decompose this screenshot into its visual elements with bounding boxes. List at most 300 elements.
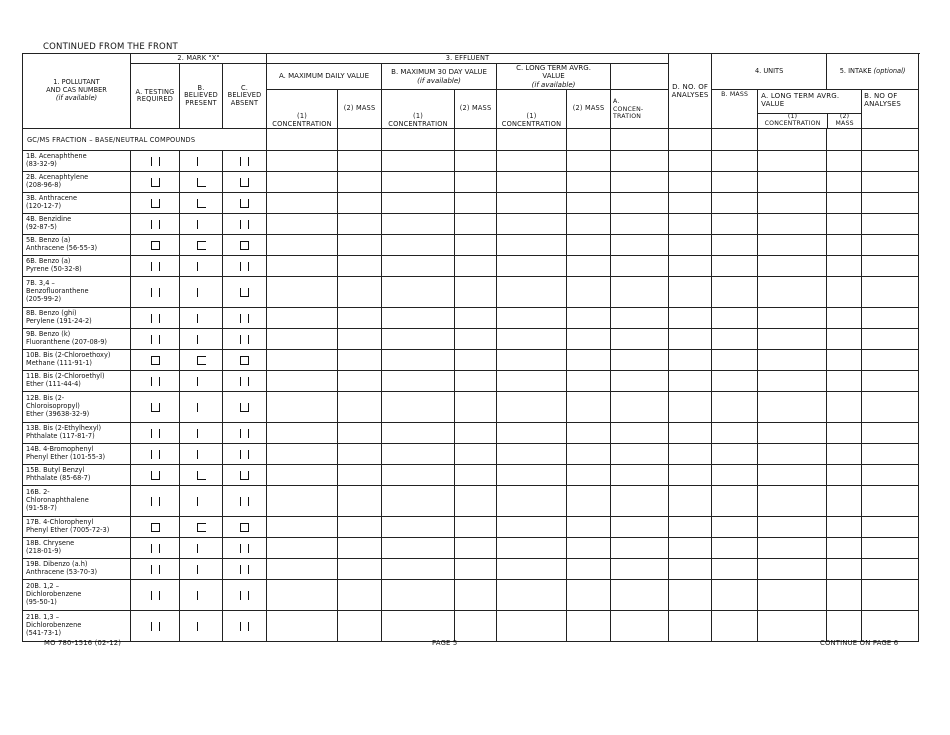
entry-cell[interactable] [758,580,827,611]
entry-cell[interactable] [669,538,712,559]
believed-absent-checkbox[interactable] [239,157,250,166]
entry-cell[interactable] [267,371,338,392]
entry-cell[interactable] [862,277,919,308]
believed-absent-checkbox[interactable] [239,622,250,631]
entry-cell[interactable] [382,371,455,392]
entry-cell[interactable] [758,214,827,235]
believed-present-checkbox[interactable] [196,622,207,631]
believed-present-checkbox[interactable] [196,450,207,459]
entry-cell[interactable] [862,308,919,329]
entry-cell[interactable] [669,256,712,277]
entry-cell[interactable] [669,423,712,444]
entry-cell[interactable] [827,277,862,308]
entry-cell[interactable] [267,214,338,235]
entry-cell[interactable] [758,172,827,193]
entry-cell[interactable] [567,538,611,559]
believed-present-checkbox[interactable] [196,220,207,229]
entry-cell[interactable] [827,423,862,444]
entry-cell[interactable] [267,611,338,642]
entry-cell[interactable] [267,193,338,214]
entry-cell[interactable] [382,611,455,642]
entry-cell[interactable] [497,277,567,308]
believed-present-checkbox[interactable] [196,429,207,438]
entry-cell[interactable] [567,392,611,423]
entry-cell[interactable] [455,329,497,350]
testing-required-checkbox[interactable] [150,544,161,553]
entry-cell[interactable] [827,256,862,277]
entry-cell[interactable] [455,517,497,538]
entry-cell[interactable] [862,329,919,350]
entry-cell[interactable] [382,444,455,465]
entry-cell[interactable] [267,580,338,611]
entry-cell[interactable] [567,256,611,277]
entry-cell[interactable] [455,308,497,329]
testing-required-checkbox[interactable] [150,241,161,250]
entry-cell[interactable] [382,350,455,371]
entry-cell[interactable] [267,277,338,308]
entry-cell[interactable] [567,277,611,308]
entry-cell[interactable] [382,172,455,193]
testing-required-checkbox[interactable] [150,262,161,271]
entry-cell[interactable] [338,517,382,538]
believed-absent-checkbox[interactable] [239,356,250,365]
entry-cell[interactable] [567,151,611,172]
entry-cell[interactable] [611,151,669,172]
entry-cell[interactable] [758,392,827,423]
entry-cell[interactable] [455,392,497,423]
entry-cell[interactable] [382,423,455,444]
entry-cell[interactable] [758,350,827,371]
entry-cell[interactable] [827,308,862,329]
believed-present-checkbox[interactable] [196,157,207,166]
cell[interactable] [827,129,862,151]
entry-cell[interactable] [267,308,338,329]
entry-cell[interactable] [267,559,338,580]
entry-cell[interactable] [758,486,827,517]
entry-cell[interactable] [567,465,611,486]
entry-cell[interactable] [611,486,669,517]
entry-cell[interactable] [827,486,862,517]
entry-cell[interactable] [669,465,712,486]
entry-cell[interactable] [827,350,862,371]
entry-cell[interactable] [712,329,758,350]
entry-cell[interactable] [611,517,669,538]
believed-present-checkbox[interactable] [196,262,207,271]
entry-cell[interactable] [455,256,497,277]
entry-cell[interactable] [862,517,919,538]
testing-required-checkbox[interactable] [150,314,161,323]
entry-cell[interactable] [567,308,611,329]
cell[interactable] [267,129,338,151]
entry-cell[interactable] [712,172,758,193]
entry-cell[interactable] [567,444,611,465]
entry-cell[interactable] [758,308,827,329]
entry-cell[interactable] [338,151,382,172]
entry-cell[interactable] [382,308,455,329]
cell[interactable] [497,129,567,151]
entry-cell[interactable] [455,350,497,371]
cell[interactable] [862,129,919,151]
entry-cell[interactable] [862,538,919,559]
testing-required-checkbox[interactable] [150,220,161,229]
entry-cell[interactable] [669,580,712,611]
entry-cell[interactable] [712,423,758,444]
entry-cell[interactable] [862,611,919,642]
entry-cell[interactable] [669,329,712,350]
entry-cell[interactable] [267,423,338,444]
believed-present-checkbox[interactable] [196,591,207,600]
entry-cell[interactable] [758,559,827,580]
entry-cell[interactable] [758,371,827,392]
entry-cell[interactable] [669,308,712,329]
entry-cell[interactable] [497,172,567,193]
entry-cell[interactable] [669,350,712,371]
believed-absent-checkbox[interactable] [239,178,250,187]
entry-cell[interactable] [497,444,567,465]
entry-cell[interactable] [669,277,712,308]
entry-cell[interactable] [827,444,862,465]
entry-cell[interactable] [758,538,827,559]
entry-cell[interactable] [382,235,455,256]
entry-cell[interactable] [611,256,669,277]
believed-present-checkbox[interactable] [196,356,207,365]
entry-cell[interactable] [611,277,669,308]
entry-cell[interactable] [712,392,758,423]
entry-cell[interactable] [712,538,758,559]
believed-present-checkbox[interactable] [196,377,207,386]
testing-required-checkbox[interactable] [150,429,161,438]
believed-absent-checkbox[interactable] [239,544,250,553]
entry-cell[interactable] [455,486,497,517]
entry-cell[interactable] [497,538,567,559]
testing-required-checkbox[interactable] [150,403,161,412]
entry-cell[interactable] [497,350,567,371]
entry-cell[interactable] [455,444,497,465]
entry-cell[interactable] [455,235,497,256]
believed-absent-checkbox[interactable] [239,335,250,344]
entry-cell[interactable] [455,423,497,444]
believed-absent-checkbox[interactable] [239,262,250,271]
entry-cell[interactable] [862,350,919,371]
entry-cell[interactable] [712,517,758,538]
entry-cell[interactable] [862,193,919,214]
testing-required-checkbox[interactable] [150,377,161,386]
entry-cell[interactable] [338,371,382,392]
believed-present-checkbox[interactable] [196,241,207,250]
entry-cell[interactable] [567,423,611,444]
believed-absent-checkbox[interactable] [239,314,250,323]
entry-cell[interactable] [567,559,611,580]
entry-cell[interactable] [669,517,712,538]
entry-cell[interactable] [382,559,455,580]
entry-cell[interactable] [497,423,567,444]
entry-cell[interactable] [712,193,758,214]
testing-required-checkbox[interactable] [150,178,161,187]
entry-cell[interactable] [455,538,497,559]
entry-cell[interactable] [267,172,338,193]
entry-cell[interactable] [758,423,827,444]
entry-cell[interactable] [497,371,567,392]
entry-cell[interactable] [267,486,338,517]
entry-cell[interactable] [382,392,455,423]
entry-cell[interactable] [669,151,712,172]
cell[interactable] [758,129,827,151]
entry-cell[interactable] [382,538,455,559]
entry-cell[interactable] [267,256,338,277]
believed-present-checkbox[interactable] [196,314,207,323]
entry-cell[interactable] [567,486,611,517]
entry-cell[interactable] [455,172,497,193]
entry-cell[interactable] [338,214,382,235]
entry-cell[interactable] [497,580,567,611]
entry-cell[interactable] [338,392,382,423]
entry-cell[interactable] [862,444,919,465]
entry-cell[interactable] [827,517,862,538]
entry-cell[interactable] [497,151,567,172]
entry-cell[interactable] [862,214,919,235]
entry-cell[interactable] [712,151,758,172]
entry-cell[interactable] [669,235,712,256]
entry-cell[interactable] [669,392,712,423]
entry-cell[interactable] [827,580,862,611]
entry-cell[interactable] [827,235,862,256]
entry-cell[interactable] [827,392,862,423]
believed-present-checkbox[interactable] [196,565,207,574]
entry-cell[interactable] [862,392,919,423]
testing-required-checkbox[interactable] [150,335,161,344]
believed-absent-checkbox[interactable] [239,497,250,506]
entry-cell[interactable] [611,193,669,214]
entry-cell[interactable] [758,277,827,308]
entry-cell[interactable] [382,214,455,235]
entry-cell[interactable] [758,329,827,350]
believed-absent-checkbox[interactable] [239,403,250,412]
entry-cell[interactable] [758,193,827,214]
entry-cell[interactable] [758,517,827,538]
entry-cell[interactable] [827,172,862,193]
entry-cell[interactable] [382,329,455,350]
entry-cell[interactable] [567,371,611,392]
believed-absent-checkbox[interactable] [239,565,250,574]
entry-cell[interactable] [862,371,919,392]
entry-cell[interactable] [338,256,382,277]
entry-cell[interactable] [567,517,611,538]
entry-cell[interactable] [497,486,567,517]
entry-cell[interactable] [611,329,669,350]
entry-cell[interactable] [382,256,455,277]
entry-cell[interactable] [338,308,382,329]
entry-cell[interactable] [455,193,497,214]
entry-cell[interactable] [669,559,712,580]
entry-cell[interactable] [338,486,382,517]
entry-cell[interactable] [497,392,567,423]
entry-cell[interactable] [712,256,758,277]
entry-cell[interactable] [758,465,827,486]
testing-required-checkbox[interactable] [150,497,161,506]
entry-cell[interactable] [338,172,382,193]
entry-cell[interactable] [712,371,758,392]
entry-cell[interactable] [862,256,919,277]
cell[interactable] [712,129,758,151]
entry-cell[interactable] [455,214,497,235]
entry-cell[interactable] [267,465,338,486]
entry-cell[interactable] [669,214,712,235]
entry-cell[interactable] [567,214,611,235]
testing-required-checkbox[interactable] [150,356,161,365]
testing-required-checkbox[interactable] [150,199,161,208]
entry-cell[interactable] [827,559,862,580]
entry-cell[interactable] [267,538,338,559]
entry-cell[interactable] [267,350,338,371]
entry-cell[interactable] [497,329,567,350]
entry-cell[interactable] [712,559,758,580]
entry-cell[interactable] [862,423,919,444]
entry-cell[interactable] [669,486,712,517]
entry-cell[interactable] [827,214,862,235]
entry-cell[interactable] [611,538,669,559]
entry-cell[interactable] [758,235,827,256]
entry-cell[interactable] [567,580,611,611]
entry-cell[interactable] [338,444,382,465]
entry-cell[interactable] [455,151,497,172]
testing-required-checkbox[interactable] [150,471,161,480]
entry-cell[interactable] [862,151,919,172]
entry-cell[interactable] [497,193,567,214]
believed-absent-checkbox[interactable] [239,591,250,600]
cell[interactable] [611,129,669,151]
entry-cell[interactable] [267,392,338,423]
believed-absent-checkbox[interactable] [239,288,250,297]
entry-cell[interactable] [338,235,382,256]
entry-cell[interactable] [611,308,669,329]
believed-present-checkbox[interactable] [196,544,207,553]
entry-cell[interactable] [827,371,862,392]
entry-cell[interactable] [862,235,919,256]
entry-cell[interactable] [827,611,862,642]
believed-absent-checkbox[interactable] [239,450,250,459]
entry-cell[interactable] [611,350,669,371]
entry-cell[interactable] [758,444,827,465]
entry-cell[interactable] [712,486,758,517]
entry-cell[interactable] [712,350,758,371]
entry-cell[interactable] [382,193,455,214]
entry-cell[interactable] [611,392,669,423]
believed-present-checkbox[interactable] [196,403,207,412]
entry-cell[interactable] [827,151,862,172]
entry-cell[interactable] [338,559,382,580]
entry-cell[interactable] [611,444,669,465]
entry-cell[interactable] [669,371,712,392]
entry-cell[interactable] [611,465,669,486]
cell[interactable] [567,129,611,151]
entry-cell[interactable] [567,329,611,350]
entry-cell[interactable] [862,580,919,611]
entry-cell[interactable] [267,235,338,256]
cell[interactable] [455,129,497,151]
testing-required-checkbox[interactable] [150,523,161,532]
entry-cell[interactable] [338,329,382,350]
entry-cell[interactable] [567,172,611,193]
cell[interactable] [338,129,382,151]
entry-cell[interactable] [338,193,382,214]
believed-present-checkbox[interactable] [196,497,207,506]
entry-cell[interactable] [611,611,669,642]
testing-required-checkbox[interactable] [150,565,161,574]
entry-cell[interactable] [567,350,611,371]
entry-cell[interactable] [382,277,455,308]
entry-cell[interactable] [455,277,497,308]
believed-present-checkbox[interactable] [196,199,207,208]
believed-absent-checkbox[interactable] [239,220,250,229]
entry-cell[interactable] [382,580,455,611]
entry-cell[interactable] [497,256,567,277]
entry-cell[interactable] [611,580,669,611]
believed-present-checkbox[interactable] [196,288,207,297]
cell[interactable] [382,129,455,151]
entry-cell[interactable] [567,611,611,642]
entry-cell[interactable] [712,465,758,486]
entry-cell[interactable] [497,308,567,329]
believed-absent-checkbox[interactable] [239,471,250,480]
believed-absent-checkbox[interactable] [239,523,250,532]
entry-cell[interactable] [611,559,669,580]
entry-cell[interactable] [455,580,497,611]
entry-cell[interactable] [827,193,862,214]
entry-cell[interactable] [567,193,611,214]
testing-required-checkbox[interactable] [150,288,161,297]
entry-cell[interactable] [455,559,497,580]
entry-cell[interactable] [267,329,338,350]
testing-required-checkbox[interactable] [150,450,161,459]
entry-cell[interactable] [758,151,827,172]
believed-absent-checkbox[interactable] [239,377,250,386]
testing-required-checkbox[interactable] [150,157,161,166]
entry-cell[interactable] [267,151,338,172]
entry-cell[interactable] [382,486,455,517]
entry-cell[interactable] [758,611,827,642]
entry-cell[interactable] [567,235,611,256]
believed-present-checkbox[interactable] [196,523,207,532]
entry-cell[interactable] [338,350,382,371]
entry-cell[interactable] [497,465,567,486]
entry-cell[interactable] [712,235,758,256]
entry-cell[interactable] [712,214,758,235]
entry-cell[interactable] [455,465,497,486]
entry-cell[interactable] [338,465,382,486]
believed-absent-checkbox[interactable] [239,199,250,208]
entry-cell[interactable] [338,611,382,642]
entry-cell[interactable] [455,371,497,392]
entry-cell[interactable] [712,611,758,642]
testing-required-checkbox[interactable] [150,591,161,600]
entry-cell[interactable] [382,151,455,172]
entry-cell[interactable] [669,172,712,193]
entry-cell[interactable] [827,465,862,486]
entry-cell[interactable] [862,486,919,517]
believed-absent-checkbox[interactable] [239,429,250,438]
entry-cell[interactable] [669,444,712,465]
believed-present-checkbox[interactable] [196,335,207,344]
testing-required-checkbox[interactable] [150,622,161,631]
entry-cell[interactable] [611,214,669,235]
entry-cell[interactable] [712,580,758,611]
entry-cell[interactable] [611,235,669,256]
cell[interactable] [669,129,712,151]
entry-cell[interactable] [497,559,567,580]
entry-cell[interactable] [497,611,567,642]
entry-cell[interactable] [338,580,382,611]
entry-cell[interactable] [611,423,669,444]
